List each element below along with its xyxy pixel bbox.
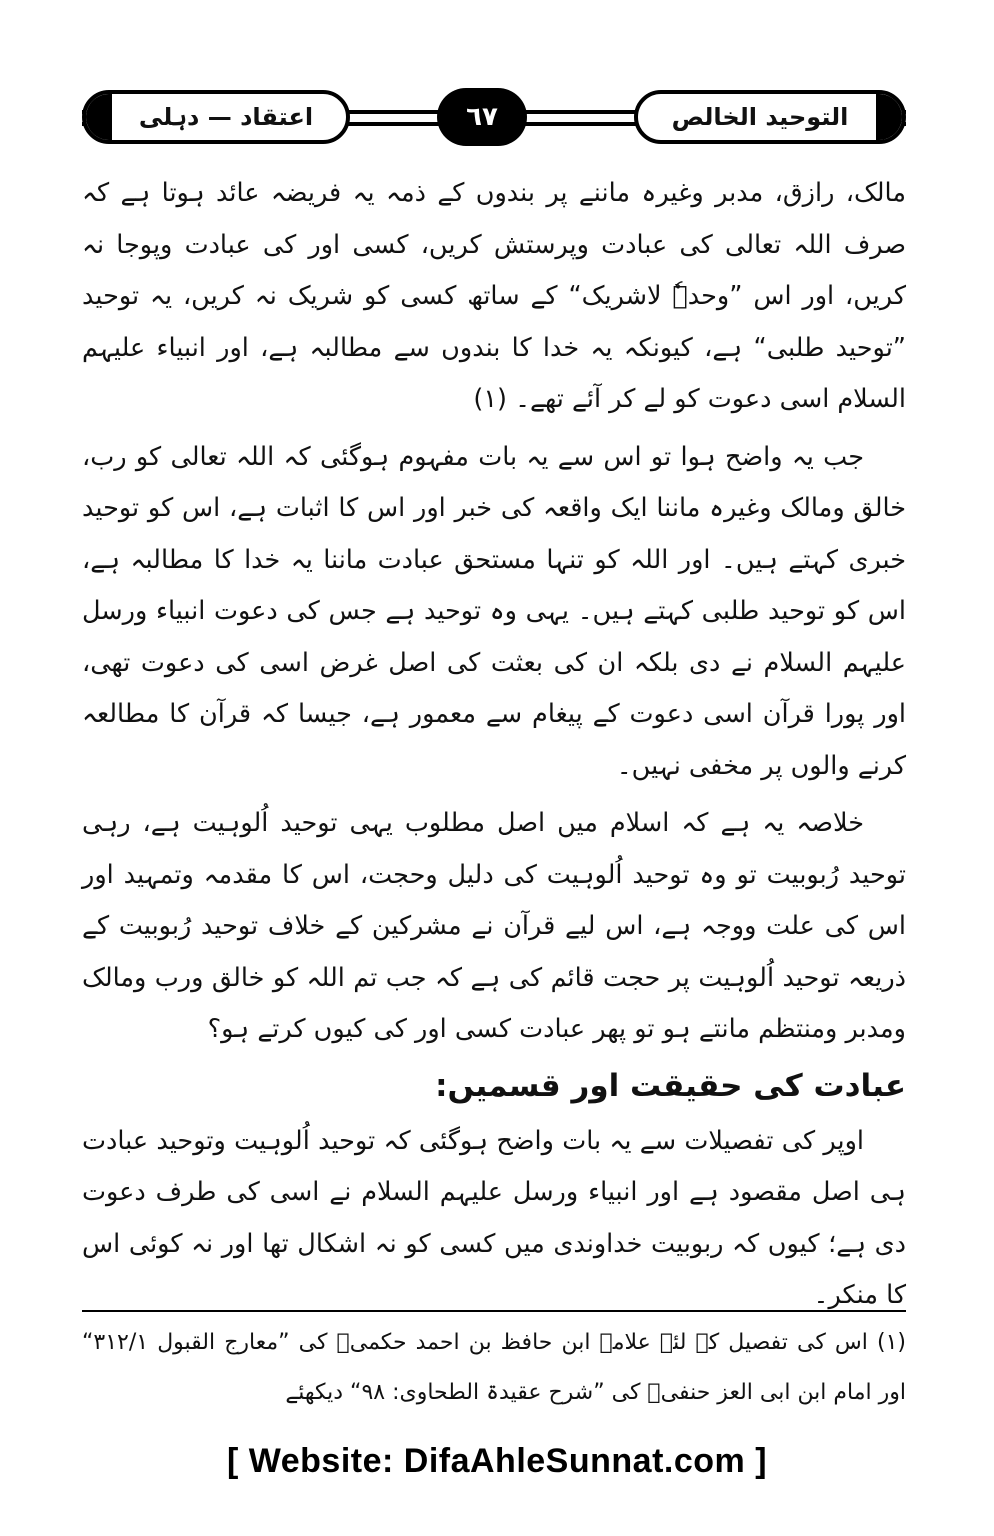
header-right-label bbox=[634, 90, 906, 144]
paragraph-2: جب یہ واضح ہوا تو اس سے یہ بات مفہوم ہوگئی کہ اللہ تعالی کو رب، خالق ومالک وغیرہ ماننا ایک واقعہ کی خبر اور اس کا اثبات ہے، اس کو توحید خبری کہتے ہیں۔ اور اللہ کو تنہا مستحق عبادت ماننا یہ خدا کا مطالبہ ہے، اس کو توحید طلبی کہتے ہیں۔ یہی وہ توحید ہے جس کی دعوت انبیاء ورسل علیہم السلام نے دی بلکہ ان کی بعثت کی اصل غرض اسی کی دعوت تھی، اور پورا قرآن اسی دعوت کے پیغام سے معمور ہے، جیسا کہ قرآن کا مطالعہ کرنے والوں پر مخفی نہیں۔ bbox=[82, 441, 906, 781]
header-left-title: اعتقاد — دہلی bbox=[138, 103, 314, 131]
header-left-label bbox=[82, 90, 350, 144]
page-number: ٦٧ bbox=[437, 88, 527, 146]
footnote: (۱) اس کی تفصیل کے لئے علامہ ابن حافظ بن احمد حکمیؒ کی ”معارج القبول ۳۱۲/۱“ اور امام ابن ابی العز حنفیؒ کی ”شرح عقیدۃ الطحاوی: ۹۸“ دیکھئے bbox=[82, 1330, 906, 1405]
footnote-divider bbox=[82, 1310, 906, 1312]
main-text bbox=[82, 168, 906, 1322]
section-heading: عبادت کی حقیقت اور قسمیں: bbox=[435, 1067, 906, 1104]
book-title: التوحید الخالص bbox=[671, 103, 849, 131]
paragraph-3: خلاصہ یہ ہے کہ اسلام میں اصل مطلوب یہی توحید اُلوہیت ہے، رہی توحید رُبوبیت تو وہ توحید اُلوہیت کی دلیل وحجت، اس کا مقدمہ وتمہید اور اس کی علت ووجہ ہے، اس لیے قرآن نے مشرکین کے خلاف توحید رُبوبیت کے ذریعہ توحید اُلوہیت پر حجت قائم کی ہے کہ جب تم اللہ کو خالق ورب ومالک ومدبر ومنتظم مانتے ہو تو پھر عبادت کسی اور کی کیوں کرتے ہو؟ bbox=[82, 808, 906, 1044]
header-left-cap bbox=[86, 94, 112, 140]
paragraph-4: اوپر کی تفصیلات سے یہ بات واضح ہوگئی کہ توحید اُلوہیت وتوحید عبادت ہی اصل مقصود ہے اور انبیاء ورسل علیہم السلام نے اسی کی طرف دعوت دی ہے؛ کیوں کہ ربوبیت خداوندی میں کسی کو نہ اشکال تھا اور نہ کوئی اس کا منکر۔ bbox=[82, 1125, 906, 1310]
header-right-cap bbox=[876, 94, 902, 140]
paragraph-1: مالک، رازق، مدبر وغیرہ ماننے پر بندوں کے ذمہ یہ فریضہ عائد ہوتا ہے کہ صرف اللہ تعالی کی عبادت وپرستش کریں، کسی اور کی عبادت وپوجا نہ کریں، اور اس ”وحدہٗ لاشریک“ کے ساتھ کسی کو شریک نہ کریں، یہ توحید ”توحید طلبی“ ہے، کیونکہ یہ خدا کا بندوں سے مطالبہ ہے، اور انبیاء علیہم السلام اسی دعوت کو لے کر آئے تھے۔ (۱) bbox=[82, 178, 906, 414]
page-header bbox=[82, 88, 906, 148]
website-watermark: [ Website: DifaAhleSunnat.com ] bbox=[226, 1442, 768, 1480]
